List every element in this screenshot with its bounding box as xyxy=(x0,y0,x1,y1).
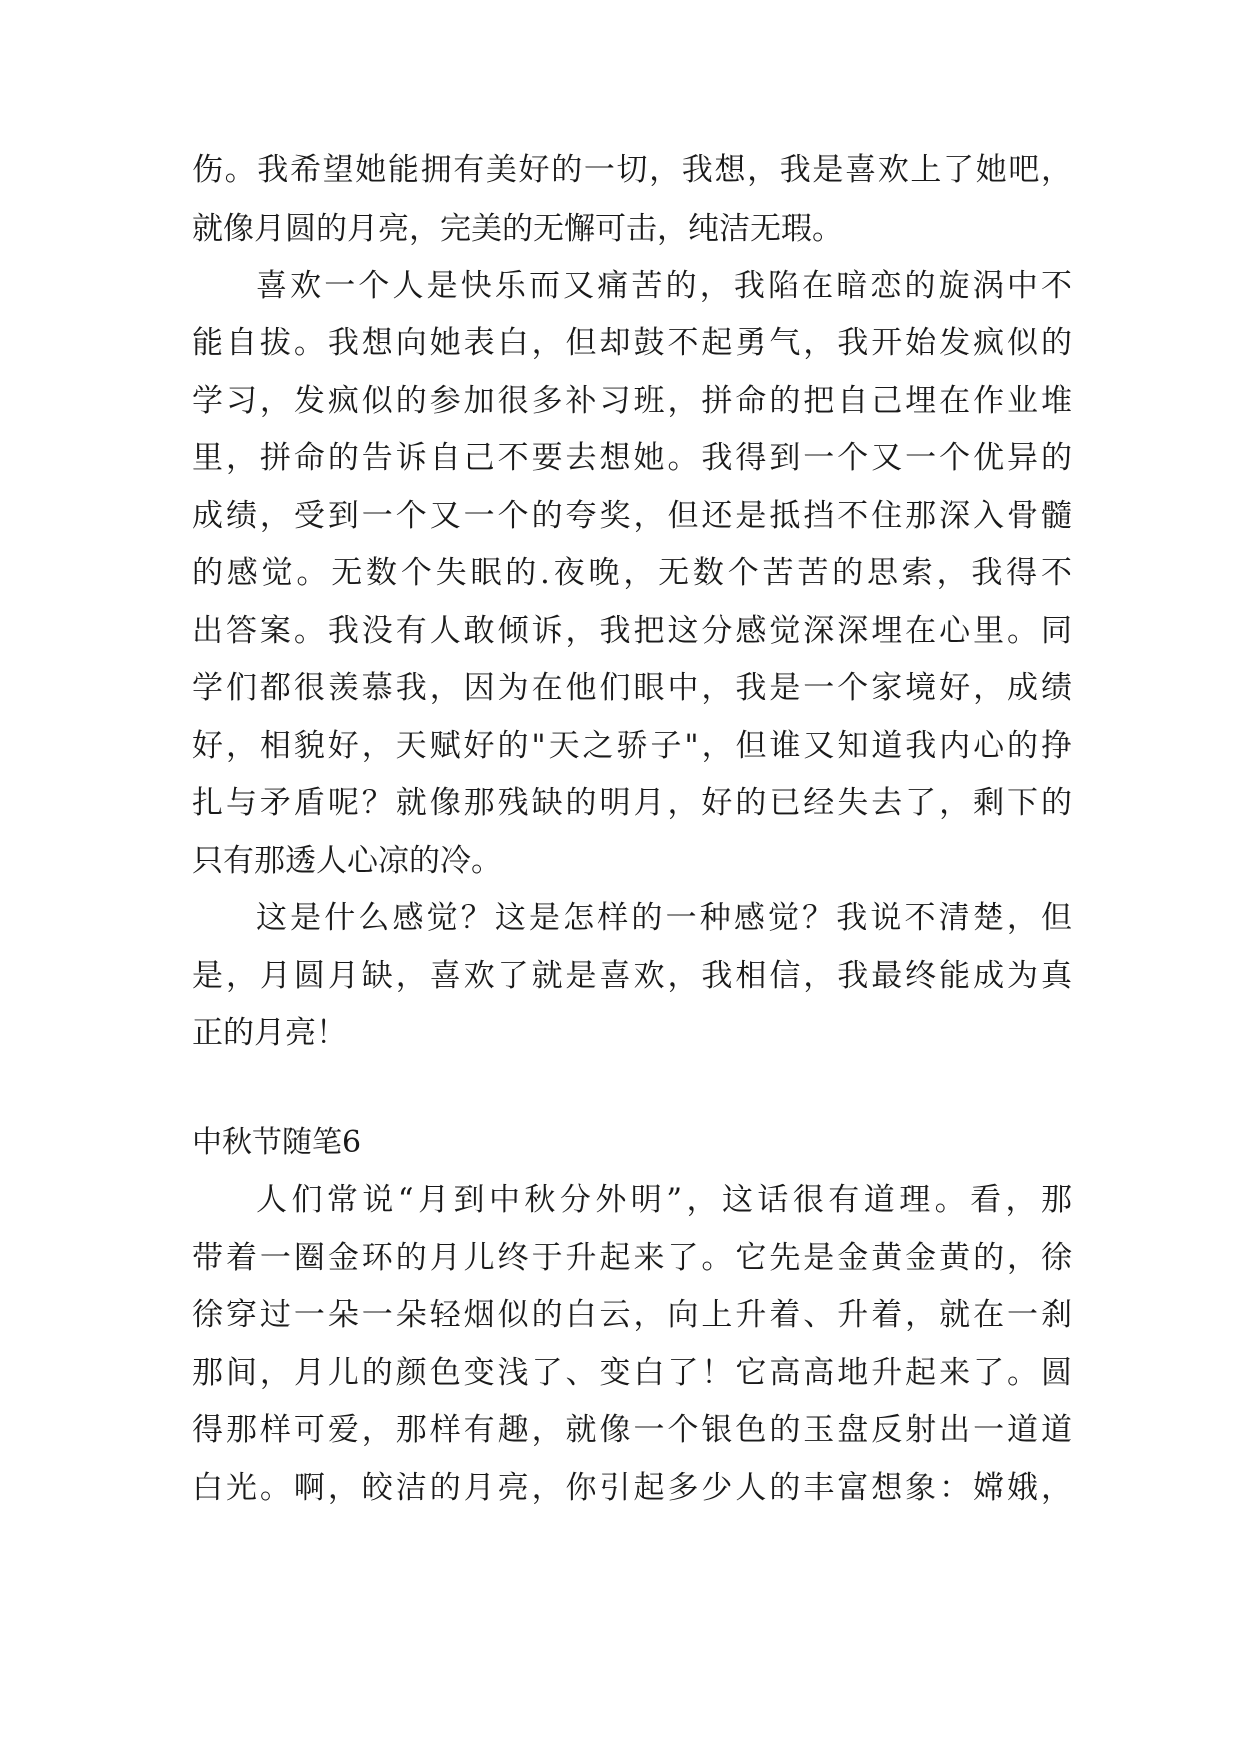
text-line: 扎与矛盾呢？就像那残缺的明月，好的已经失去了，剩下的 xyxy=(192,785,1072,821)
text-line: 人们常说“月到中秋分外明”，这话很有道理。看，那 xyxy=(256,1182,1072,1218)
text-line: 成绩，受到一个又一个的夸奖，但还是抵挡不住那深入骨髓 xyxy=(192,498,1072,534)
text-line: 这是什么感觉？这是怎样的一种感觉？我说不清楚，但 xyxy=(256,900,1072,936)
text-line: 好，相貌好，天赋好的"天之骄子"，但谁又知道我内心的挣 xyxy=(192,728,1072,764)
text-line: 是，月圆月缺，喜欢了就是喜欢，我相信，我最终能成为真 xyxy=(192,958,1072,994)
text-line: 的感觉。无数个失眠的.夜晚，无数个苦苦的思索，我得不 xyxy=(192,555,1072,591)
text-line: 里，拼命的告诉自己不要去想她。我得到一个又一个优异的 xyxy=(192,440,1072,476)
text-line: 徐穿过一朵一朵轻烟似的白云，向上升着、升着，就在一刹 xyxy=(192,1297,1072,1333)
text-line: 喜欢一个人是快乐而又痛苦的，我陷在暗恋的旋涡中不 xyxy=(256,268,1072,304)
text-line: 得那样可爱，那样有趣，就像一个银色的玉盘反射出一道道 xyxy=(192,1412,1072,1448)
text-line: 白光。啊，皎洁的月亮，你引起多少人的丰富想象：嫦娥， xyxy=(192,1470,1072,1506)
text-line: 能自拔。我想向她表白，但却鼓不起勇气，我开始发疯似的 xyxy=(192,325,1072,361)
text-line: 伤。我希望她能拥有美好的一切，我想，我是喜欢上了她吧， xyxy=(192,152,1072,188)
section-title: 中秋节随笔6 xyxy=(192,1125,362,1160)
text-line: 就像月圆的月亮，完美的无懈可击，纯洁无瑕。 xyxy=(192,211,843,247)
text-line: 学们都很羡慕我，因为在他们眼中，我是一个家境好，成绩 xyxy=(192,670,1072,706)
text-line: 学习，发疯似的参加很多补习班，拼命的把自己埋在作业堆 xyxy=(192,383,1072,419)
text-line: 正的月亮！ xyxy=(192,1015,347,1051)
text-line: 出答案。我没有人敢倾诉，我把这分感觉深深埋在心里。同 xyxy=(192,613,1072,649)
text-line: 那间，月儿的颜色变浅了、变白了！它高高地升起来了。圆 xyxy=(192,1355,1072,1391)
text-line: 只有那透人心凉的冷。 xyxy=(192,843,502,879)
text-line: 带着一圈金环的月儿终于升起来了。它先是金黄金黄的，徐 xyxy=(192,1240,1072,1276)
